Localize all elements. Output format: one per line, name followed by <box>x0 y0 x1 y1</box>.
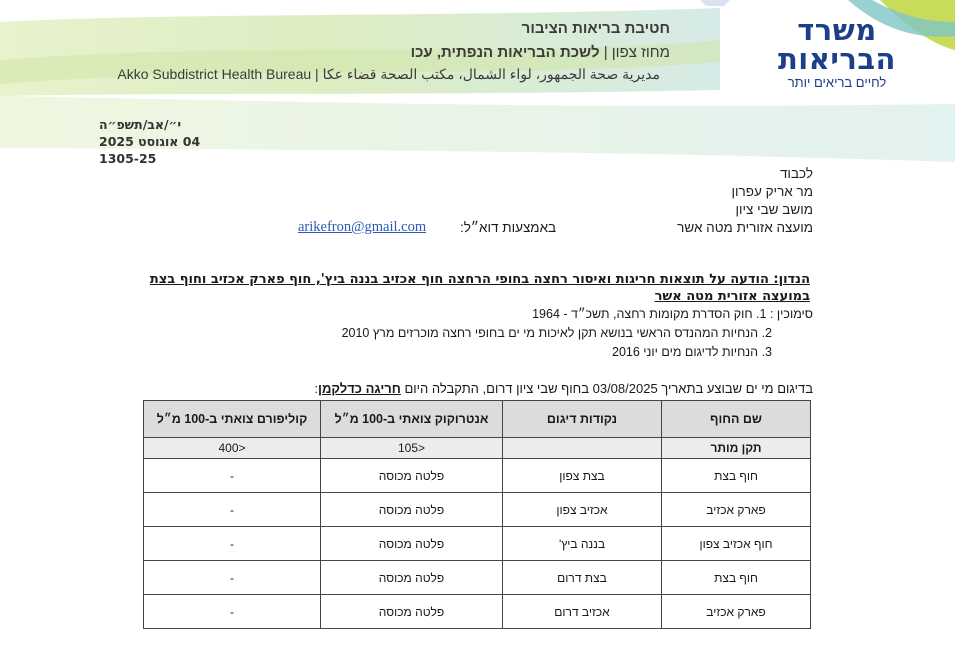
reference-number: 1305-25 <box>99 151 157 166</box>
cell-coli: - <box>144 493 321 527</box>
header-beach: שם החוף <box>662 401 811 438</box>
table-row <box>144 595 811 629</box>
sample-result: חריגה כדלקמן <box>318 381 401 396</box>
ministry-logo <box>747 13 927 90</box>
sample-text: בדיגום מי ים שבוצע בתאריך 03/08/2025 בחוף שבי ציון דרום, התקבלה היום <box>404 381 813 396</box>
results-table <box>143 400 811 629</box>
subject-line <box>107 271 810 305</box>
header-sample-point: נקודות דיגום <box>503 401 662 438</box>
reference-item: 1. חוק הסדרת מקומות רחצה, תשכ״ד - 1964 <box>532 307 767 321</box>
subject-label: הנדון <box>778 272 810 287</box>
cell-beach: חוף בצת <box>662 459 811 493</box>
date-gregorian: 04 אוגוסט 2025 <box>99 134 201 149</box>
cell-entero: פלטה מכוסה <box>321 493 503 527</box>
table-row <box>144 459 811 493</box>
recipient-name: מר אריק עפרון <box>731 184 813 199</box>
to-label: לכבוד <box>779 166 813 181</box>
table-header-row <box>144 401 811 438</box>
division-title: חטיבת בריאות הציבור <box>521 20 670 37</box>
header-enterococcus: אנטרוקוק צואתי ב-100 מ״ל <box>321 401 503 438</box>
references-line-1 <box>532 307 813 321</box>
standard-label: תקן מותר <box>662 438 811 459</box>
bureau-name-arabic: مديرية صحة الجمهور، لواء الشمال، مكتب الصحة قضاء عكا <box>322 66 660 82</box>
cell-coli: - <box>144 561 321 595</box>
table-row <box>144 527 811 561</box>
subject-text: : הודעה על תוצאות חריגות ואיסור רחצה בחופי הרחצה חוף אכזיב בננה ביץ', חוף פארק אכזיב וחוף בצת במועצה אזורית מטה אשר <box>149 272 810 304</box>
cell-beach: פארק אכזיב <box>662 595 811 629</box>
cell-point: אכזיב צפון <box>503 493 662 527</box>
table-row <box>144 561 811 595</box>
cell-coli: - <box>144 459 321 493</box>
sample-statement: בדיגום מי ים שבוצע בתאריך 03/08/2025 בחוף שבי ציון דרום, התקבלה היום חריגה כדלקמן: <box>314 381 813 396</box>
standard-point <box>503 438 662 459</box>
cell-coli: - <box>144 595 321 629</box>
cell-point: אכזיב דרום <box>503 595 662 629</box>
reference-item: 3. הנחיות לדיגום מים יוני 2016 <box>612 345 772 359</box>
cell-point: בצת צפון <box>503 459 662 493</box>
recipient-email-link[interactable]: arikefron@gmail.com <box>298 219 427 235</box>
cell-entero: פלטה מכוסה <box>321 459 503 493</box>
cell-point: בצת דרום <box>503 561 662 595</box>
standard-entero: <105 <box>321 438 503 459</box>
via-email-label: באמצעות דוא״ל: <box>460 220 557 235</box>
bureau-line-multilingual: مديرية صحة الجمهور، لواء الشمال، مكتب الصحة قضاء عكا | Akko Subdistrict Health Bureau <box>117 66 660 82</box>
recipient-address: מושב שבי ציון <box>735 202 813 217</box>
bureau-name-english: Akko Subdistrict Health Bureau <box>117 66 312 82</box>
standard-row <box>144 438 811 459</box>
header-coliform: קוליפורם צואתי ב-100 מ״ל <box>144 401 321 438</box>
logo-word-ministry: משרד <box>797 13 877 47</box>
recipient-council: מועצה אזורית מטה אשר <box>677 220 813 235</box>
cell-point: בננה ביץ' <box>503 527 662 561</box>
cell-beach: חוף אכזיב צפון <box>662 527 811 561</box>
cell-beach: פארק אכזיב <box>662 493 811 527</box>
cell-entero: פלטה מכוסה <box>321 595 503 629</box>
table-row <box>144 493 811 527</box>
cell-entero: פלטה מכוסה <box>321 561 503 595</box>
standard-coli: <400 <box>144 438 321 459</box>
cell-coli: - <box>144 527 321 561</box>
date-hebrew: י״/אב/תשפ״ה <box>99 117 182 132</box>
bureau-name: לשכת הבריאות הנפתית, עכו <box>410 44 600 61</box>
logo-tagline: לחיים בריאים יותר <box>787 75 887 90</box>
cell-beach: חוף בצת <box>662 561 811 595</box>
references-label: סימוכין : <box>769 307 813 321</box>
bureau-line: מחוז צפון | לשכת הבריאות הנפתית, עכו <box>410 44 670 61</box>
reference-item: 2. הנחיות המהנדס הראשי בנושא תקן לאיכות מי ים בחופי רחצה מוכרזים מרץ 2010 <box>341 326 772 340</box>
district-name: מחוז צפון <box>611 44 670 61</box>
logo-word-health: הבריאות <box>778 42 896 76</box>
cell-entero: פלטה מכוסה <box>321 527 503 561</box>
